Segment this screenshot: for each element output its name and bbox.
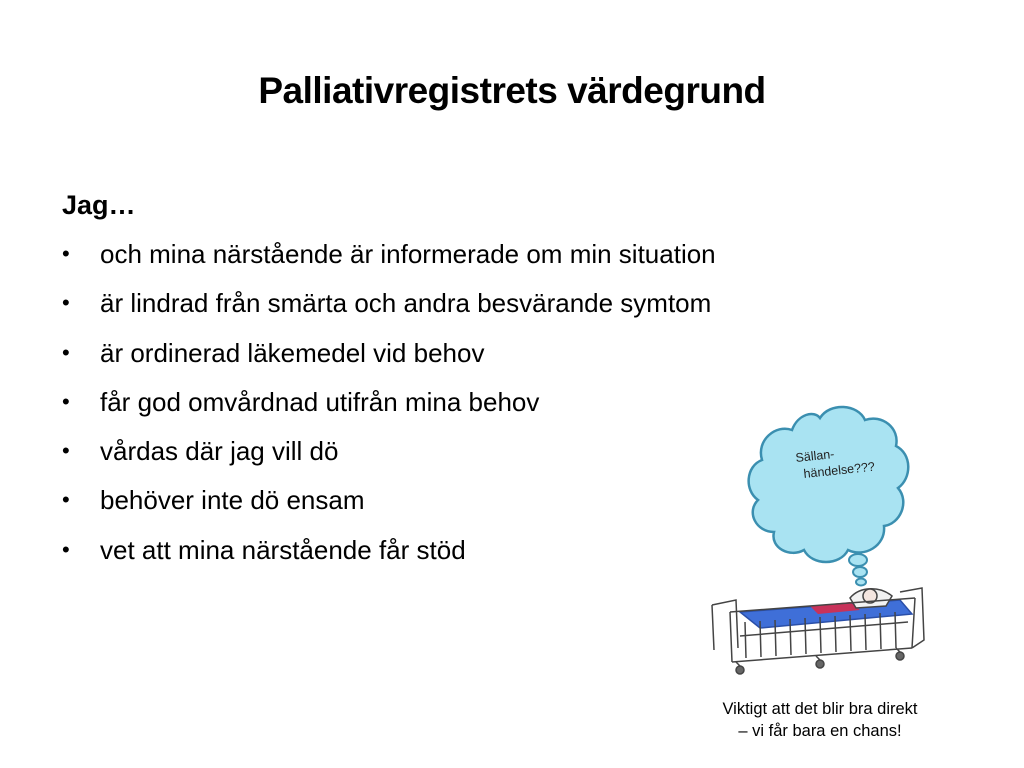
list-item	[62, 482, 716, 531]
bullet-icon: •	[62, 438, 70, 464]
bubble-text: Sällan-	[794, 446, 836, 465]
bubble-cloud	[749, 407, 909, 562]
list-item	[62, 335, 716, 384]
bullet-text: vet att mina närstående får stöd	[100, 534, 466, 565]
bullet-text: får god omvårdnad utifrån mina behov	[100, 386, 540, 417]
illustration-caption	[690, 698, 950, 742]
bullet-icon: •	[62, 241, 70, 266]
list-item	[62, 532, 716, 581]
bullet-text: är ordinerad läkemedel vid behov	[100, 337, 485, 368]
bubble-dot	[849, 554, 867, 566]
hospital-bed-thought-bubble-icon	[700, 400, 940, 690]
wheel	[816, 660, 824, 668]
wheel	[896, 652, 904, 660]
list-item	[62, 384, 716, 433]
caption-line: – vi får bara en chans!	[738, 722, 902, 740]
bullet-icon: •	[62, 290, 70, 316]
bubble-text: händelse???	[802, 459, 876, 481]
bullet-icon: •	[62, 536, 70, 562]
bullet-list	[62, 236, 716, 581]
bullet-text: vårdas där jag vill dö	[100, 436, 339, 467]
list-item	[62, 236, 716, 285]
wheel	[736, 666, 744, 674]
bubble-dot	[856, 579, 866, 586]
intro-text: Jag…	[62, 190, 136, 220]
bullet-text: behöver inte dö ensam	[100, 485, 365, 516]
bubble-dot	[853, 567, 867, 577]
bullet-icon: •	[62, 339, 70, 365]
bullet-text: och mina närstående är informerade om min situation	[100, 239, 716, 269]
slide-title: Palliativregistrets värdegrund	[258, 70, 766, 111]
hospital-bed	[712, 588, 924, 674]
list-item	[62, 285, 716, 334]
caption-line: Viktigt att det blir bra direkt	[722, 700, 918, 718]
thought-bubble	[749, 407, 909, 586]
bullet-text: är lindrad från smärta och andra besvärande symtom	[100, 288, 712, 319]
list-item	[62, 433, 716, 482]
bullet-icon: •	[62, 388, 70, 414]
bullet-icon: •	[62, 487, 70, 513]
